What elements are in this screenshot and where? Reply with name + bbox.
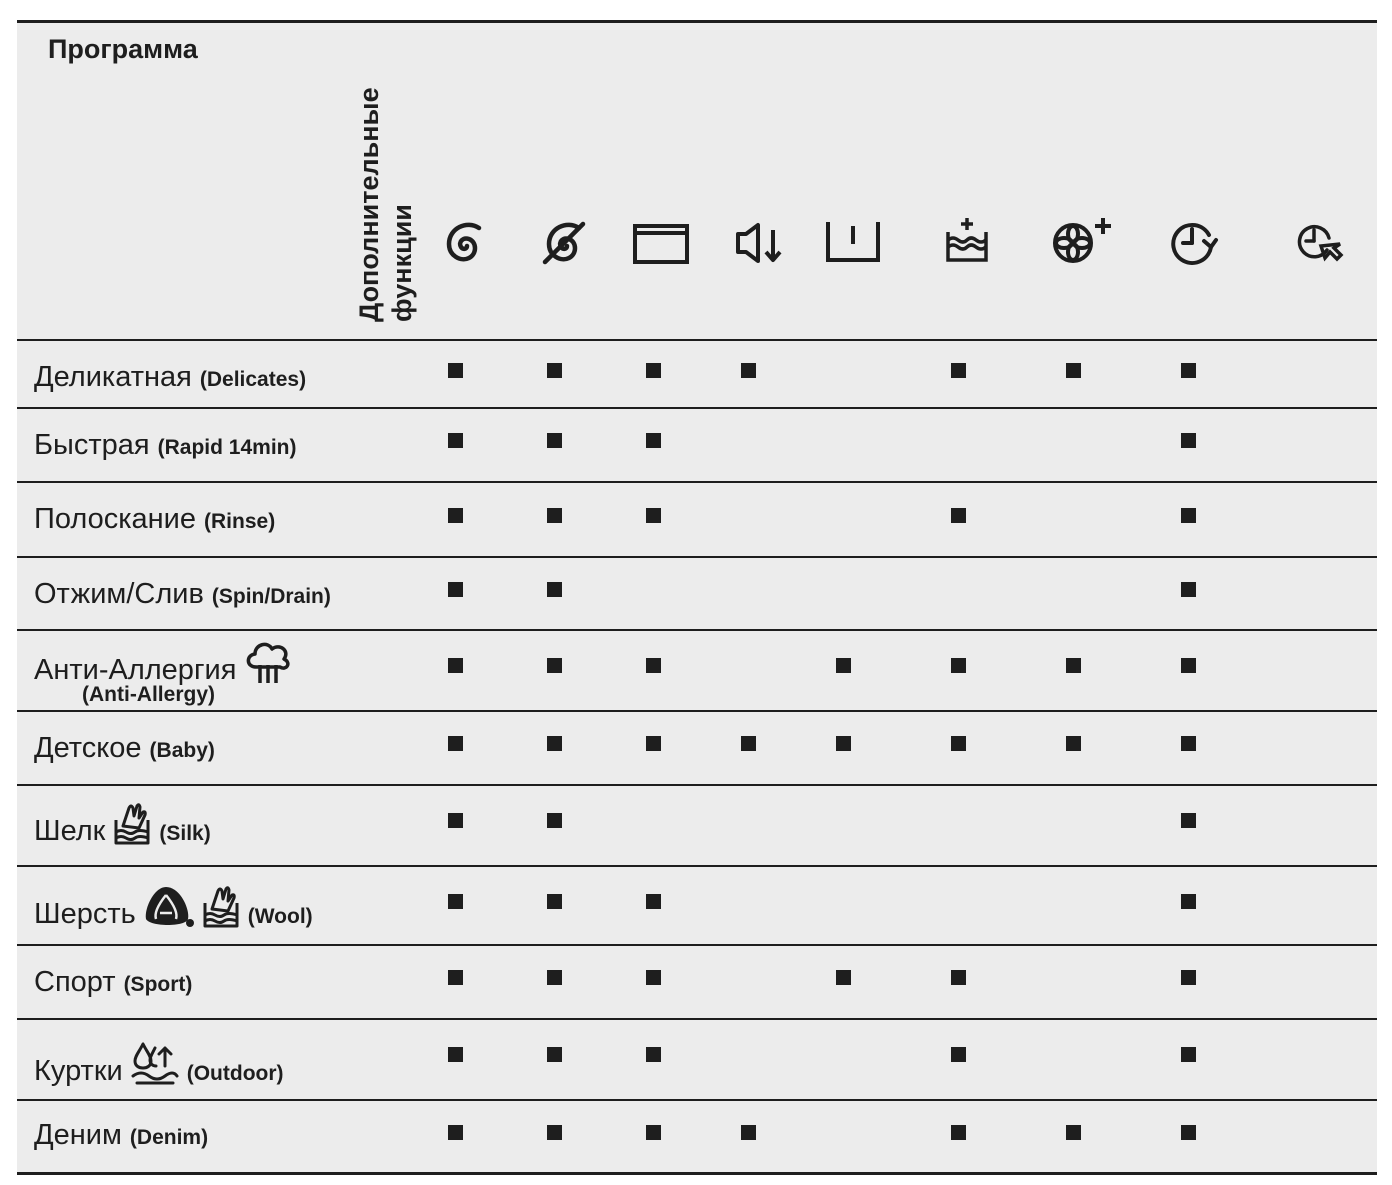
- table-row: [17, 629, 1377, 710]
- option-available-mark: [1181, 1047, 1196, 1062]
- time-saving-icon: [1297, 222, 1343, 264]
- option-available-mark: [1181, 1125, 1196, 1140]
- option-available-mark: [547, 658, 562, 673]
- option-available-mark: [741, 736, 756, 751]
- program-name-en: (Delicates): [199, 368, 307, 391]
- extra-functions-header-line2: функции: [387, 204, 417, 322]
- table-row: [17, 784, 1377, 865]
- option-available-mark: [1066, 1125, 1081, 1140]
- option-available-mark: [448, 1125, 463, 1140]
- option-available-mark: [836, 658, 851, 673]
- option-available-mark: [646, 894, 661, 909]
- option-available-mark: [951, 508, 966, 523]
- table-row: [17, 1018, 1377, 1099]
- option-available-mark: [951, 736, 966, 751]
- option-available-mark: [448, 813, 463, 828]
- option-available-mark: [1066, 736, 1081, 751]
- extra-rinse-icon: [825, 220, 881, 264]
- option-available-mark: [448, 508, 463, 523]
- program-name-en: (Wool): [247, 905, 313, 928]
- water-repellent-icon: [131, 1040, 179, 1086]
- prewash-icon: [633, 224, 689, 264]
- option-available-mark: [547, 1125, 562, 1140]
- program-name-ru: Полоскание: [34, 503, 197, 535]
- program-name-ru: Деликатная: [34, 361, 192, 393]
- table-top-border: [17, 20, 1377, 23]
- program-name-en: (Silk): [159, 822, 211, 845]
- option-available-mark: [1181, 508, 1196, 523]
- program-name: [34, 1040, 284, 1088]
- program-name: [34, 361, 306, 394]
- option-available-mark: [646, 363, 661, 378]
- night-quiet-icon: [736, 222, 782, 266]
- option-available-mark: [1066, 658, 1081, 673]
- option-available-mark: [448, 970, 463, 985]
- program-name: [34, 639, 292, 707]
- option-available-mark: [646, 658, 661, 673]
- option-available-mark: [741, 363, 756, 378]
- row-divider: [17, 1172, 1377, 1175]
- program-name-en: (Anti-Allergy): [82, 683, 215, 706]
- extra-functions-header-line1: Дополнительные: [354, 87, 384, 322]
- program-name: [34, 503, 275, 536]
- option-available-mark: [836, 736, 851, 751]
- option-available-mark: [646, 433, 661, 448]
- hand-wash-icon: [113, 802, 151, 846]
- program-name-ru: Шерсть: [34, 898, 136, 930]
- option-available-mark: [448, 736, 463, 751]
- table-row: [17, 481, 1377, 556]
- program-name: [34, 732, 215, 765]
- option-available-mark: [646, 508, 661, 523]
- program-name-en: (Spin/Drain): [211, 585, 331, 608]
- program-header: Программа: [48, 34, 198, 64]
- extra-functions-header: [353, 87, 419, 322]
- spin-icon: [445, 220, 485, 264]
- option-available-mark: [1181, 433, 1196, 448]
- option-available-mark: [448, 894, 463, 909]
- program-name: [34, 578, 331, 611]
- option-available-mark: [1181, 582, 1196, 597]
- option-available-mark: [547, 813, 562, 828]
- option-available-mark: [1181, 970, 1196, 985]
- program-name: [34, 429, 296, 462]
- table-row: [17, 556, 1377, 629]
- option-available-mark: [547, 970, 562, 985]
- woolmark-icon: [144, 883, 194, 929]
- steam-icon: [244, 639, 292, 685]
- program-name-ru: Анти-Аллергия: [34, 654, 237, 686]
- option-available-mark: [836, 970, 851, 985]
- program-name-en: (Rapid 14min): [157, 436, 297, 459]
- option-available-mark: [951, 658, 966, 673]
- delay-start-icon: [1171, 219, 1217, 265]
- option-available-mark: [547, 582, 562, 597]
- table-row: [17, 339, 1377, 407]
- option-available-mark: [1181, 894, 1196, 909]
- option-available-mark: [1066, 363, 1081, 378]
- option-available-mark: [1181, 813, 1196, 828]
- program-name: [34, 1119, 208, 1152]
- no-spin-icon: [543, 220, 587, 264]
- program-name-en: (Sport): [123, 973, 193, 996]
- option-available-mark: [1181, 736, 1196, 751]
- table-row: [17, 944, 1377, 1018]
- program-name-ru: Спорт: [34, 966, 116, 998]
- option-available-mark: [547, 508, 562, 523]
- option-available-mark: [951, 1125, 966, 1140]
- program-name: [34, 883, 313, 931]
- program-name: [34, 966, 192, 999]
- option-available-mark: [547, 894, 562, 909]
- program-options-table: [17, 20, 1377, 1175]
- option-available-mark: [646, 1047, 661, 1062]
- option-available-mark: [547, 1047, 562, 1062]
- program-name-ru: Быстрая: [34, 429, 150, 461]
- option-available-mark: [951, 1047, 966, 1062]
- option-available-mark: [448, 363, 463, 378]
- program-name-ru: Шелк: [34, 815, 106, 847]
- program-name-en: (Baby): [149, 739, 215, 762]
- option-available-mark: [448, 433, 463, 448]
- table-row: [17, 407, 1377, 481]
- program-name-ru: Отжим/Слив: [34, 578, 204, 610]
- option-available-mark: [448, 658, 463, 673]
- table-row: [17, 710, 1377, 784]
- option-available-mark: [448, 582, 463, 597]
- option-available-mark: [646, 970, 661, 985]
- option-available-mark: [951, 363, 966, 378]
- table-row: [17, 1099, 1377, 1172]
- program-name: [34, 802, 211, 848]
- program-name-ru: Деним: [34, 1119, 122, 1151]
- option-available-mark: [741, 1125, 756, 1140]
- table-row: [17, 865, 1377, 944]
- program-name-en: (Rinse): [204, 510, 276, 533]
- program-name-en: (Outdoor): [186, 1062, 284, 1085]
- option-available-mark: [1181, 658, 1196, 673]
- option-available-mark: [646, 1125, 661, 1140]
- option-available-mark: [951, 970, 966, 985]
- temperature-plus-icon: [1051, 216, 1113, 266]
- option-available-mark: [646, 736, 661, 751]
- program-name-ru: Детское: [34, 732, 142, 764]
- option-available-mark: [1181, 363, 1196, 378]
- option-available-mark: [547, 363, 562, 378]
- program-name-ru: Куртки: [34, 1055, 123, 1087]
- program-name-en: (Denim): [129, 1126, 209, 1149]
- option-available-mark: [547, 433, 562, 448]
- option-available-mark: [547, 736, 562, 751]
- option-available-mark: [448, 1047, 463, 1062]
- hand-wash-icon: [202, 885, 240, 929]
- easy-iron-icon: [945, 216, 989, 264]
